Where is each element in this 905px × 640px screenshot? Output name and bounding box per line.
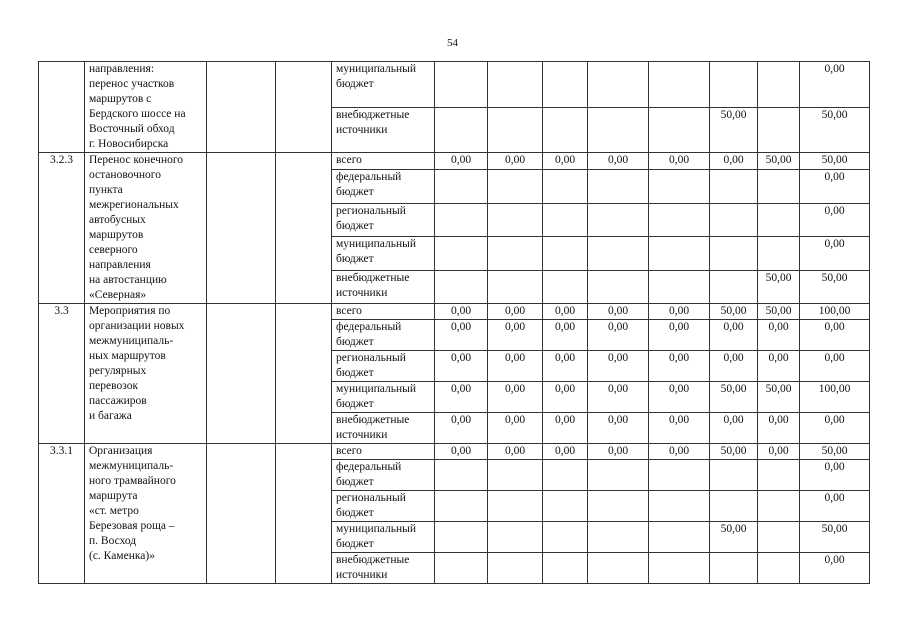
year-value xyxy=(588,460,649,491)
year-value xyxy=(588,170,649,203)
year-value xyxy=(543,553,588,584)
year-value: 0,00 xyxy=(649,382,710,413)
budget-table xyxy=(38,61,870,584)
year-value xyxy=(488,522,543,553)
total-value: 0,00 xyxy=(800,413,870,444)
year-value: 0,00 xyxy=(435,320,488,351)
year-value: 0,00 xyxy=(543,320,588,351)
year-value xyxy=(758,237,800,270)
year-value: 0,00 xyxy=(543,351,588,382)
year-value xyxy=(543,237,588,270)
year-value xyxy=(543,460,588,491)
year-value xyxy=(710,62,758,108)
year-value: 0,00 xyxy=(758,351,800,382)
year-value xyxy=(435,203,488,236)
year-value: 0,00 xyxy=(588,382,649,413)
year-value: 0,00 xyxy=(543,444,588,460)
table-row xyxy=(39,444,870,460)
item-name: Организация межмуниципаль- ного трамвайного маршрута «ст. метро Березовая роща – п. Восход (с. Каменка)» xyxy=(85,444,207,584)
term-cell xyxy=(276,304,332,444)
year-value: 0,00 xyxy=(543,413,588,444)
year-value xyxy=(435,237,488,270)
year-value: 0,00 xyxy=(435,382,488,413)
year-value: 0,00 xyxy=(435,413,488,444)
year-value xyxy=(543,491,588,522)
term-cell xyxy=(276,153,332,304)
year-value xyxy=(710,237,758,270)
year-value xyxy=(588,107,649,153)
year-value: 0,00 xyxy=(758,444,800,460)
year-value xyxy=(758,170,800,203)
executor-cell xyxy=(207,62,276,153)
year-value xyxy=(588,270,649,303)
executor-cell xyxy=(207,153,276,304)
year-value: 0,00 xyxy=(543,153,588,170)
year-value xyxy=(758,491,800,522)
year-value xyxy=(758,203,800,236)
year-value: 0,00 xyxy=(488,444,543,460)
year-value: 50,00 xyxy=(758,153,800,170)
year-value: 50,00 xyxy=(710,382,758,413)
year-value: 50,00 xyxy=(758,304,800,320)
funding-source: всего xyxy=(332,304,435,320)
year-value xyxy=(488,270,543,303)
year-value xyxy=(758,553,800,584)
year-value xyxy=(649,203,710,236)
year-value xyxy=(649,107,710,153)
year-value xyxy=(543,203,588,236)
year-value: 0,00 xyxy=(435,351,488,382)
year-value xyxy=(758,62,800,108)
year-value xyxy=(543,62,588,108)
table-row xyxy=(39,62,870,108)
year-value xyxy=(588,553,649,584)
year-value xyxy=(488,203,543,236)
funding-source: федеральный бюджет xyxy=(332,320,435,351)
year-value xyxy=(543,107,588,153)
year-value xyxy=(435,491,488,522)
year-value: 50,00 xyxy=(710,522,758,553)
page-number: 54 xyxy=(447,37,458,49)
year-value: 0,00 xyxy=(588,444,649,460)
year-value: 0,00 xyxy=(758,413,800,444)
year-value: 0,00 xyxy=(488,153,543,170)
item-name: направления: перенос участков маршрутов с Бердского шоссе на Восточный обход г. Новосибирска xyxy=(85,62,207,153)
total-value: 50,00 xyxy=(800,444,870,460)
year-value xyxy=(649,237,710,270)
year-value: 0,00 xyxy=(758,320,800,351)
year-value xyxy=(588,62,649,108)
year-value: 0,00 xyxy=(588,320,649,351)
total-value: 0,00 xyxy=(800,237,870,270)
funding-source: всего xyxy=(332,153,435,170)
funding-source: региональный бюджет xyxy=(332,491,435,522)
year-value xyxy=(435,270,488,303)
year-value xyxy=(758,522,800,553)
year-value xyxy=(435,170,488,203)
year-value: 0,00 xyxy=(588,351,649,382)
total-value: 50,00 xyxy=(800,522,870,553)
year-value xyxy=(488,491,543,522)
year-value: 0,00 xyxy=(488,351,543,382)
year-value xyxy=(588,203,649,236)
total-value: 0,00 xyxy=(800,351,870,382)
total-value: 50,00 xyxy=(800,153,870,170)
funding-source: муниципальный бюджет xyxy=(332,237,435,270)
year-value xyxy=(488,237,543,270)
year-value: 0,00 xyxy=(488,304,543,320)
year-value: 0,00 xyxy=(649,351,710,382)
year-value: 0,00 xyxy=(488,413,543,444)
total-value: 100,00 xyxy=(800,304,870,320)
year-value xyxy=(649,491,710,522)
funding-source: внебюджетные источники xyxy=(332,553,435,584)
total-value: 0,00 xyxy=(800,491,870,522)
year-value: 0,00 xyxy=(543,382,588,413)
year-value xyxy=(710,491,758,522)
item-name: Перенос конечного остановочного пункта межрегиональных автобусных маршрутов северного направления на автостанцию «Северная» xyxy=(85,153,207,304)
year-value: 0,00 xyxy=(543,304,588,320)
year-value: 50,00 xyxy=(758,382,800,413)
total-value: 0,00 xyxy=(800,320,870,351)
year-value: 0,00 xyxy=(710,351,758,382)
year-value xyxy=(488,553,543,584)
funding-source: муниципальный бюджет xyxy=(332,522,435,553)
total-value: 0,00 xyxy=(800,203,870,236)
year-value xyxy=(488,62,543,108)
year-value: 0,00 xyxy=(435,304,488,320)
year-value xyxy=(435,522,488,553)
year-value: 0,00 xyxy=(649,444,710,460)
funding-source: всего xyxy=(332,444,435,460)
item-code: 3.2.3 xyxy=(39,153,85,304)
total-value: 0,00 xyxy=(800,460,870,491)
year-value xyxy=(588,237,649,270)
year-value: 50,00 xyxy=(710,107,758,153)
year-value xyxy=(488,107,543,153)
funding-source: региональный бюджет xyxy=(332,203,435,236)
year-value: 0,00 xyxy=(710,153,758,170)
total-value: 50,00 xyxy=(800,270,870,303)
item-code xyxy=(39,62,85,153)
year-value xyxy=(588,491,649,522)
year-value xyxy=(435,460,488,491)
table-row xyxy=(39,304,870,320)
executor-cell xyxy=(207,444,276,584)
year-value xyxy=(649,522,710,553)
year-value: 0,00 xyxy=(588,153,649,170)
year-value: 0,00 xyxy=(649,153,710,170)
item-code: 3.3.1 xyxy=(39,444,85,584)
year-value xyxy=(543,170,588,203)
funding-source: федеральный бюджет xyxy=(332,170,435,203)
year-value: 0,00 xyxy=(435,153,488,170)
year-value xyxy=(649,62,710,108)
funding-source: муниципальный бюджет xyxy=(332,62,435,108)
executor-cell xyxy=(207,304,276,444)
year-value xyxy=(435,62,488,108)
year-value xyxy=(710,460,758,491)
year-value xyxy=(649,270,710,303)
total-value: 0,00 xyxy=(800,553,870,584)
year-value: 50,00 xyxy=(758,270,800,303)
year-value xyxy=(710,203,758,236)
total-value: 100,00 xyxy=(800,382,870,413)
year-value: 0,00 xyxy=(588,304,649,320)
funding-source: федеральный бюджет xyxy=(332,460,435,491)
table-row xyxy=(39,153,870,170)
year-value: 0,00 xyxy=(435,444,488,460)
year-value: 0,00 xyxy=(649,413,710,444)
year-value: 50,00 xyxy=(710,304,758,320)
year-value xyxy=(710,553,758,584)
funding-source: внебюджетные источники xyxy=(332,270,435,303)
year-value xyxy=(649,553,710,584)
funding-source: муниципальный бюджет xyxy=(332,382,435,413)
year-value xyxy=(710,270,758,303)
year-value xyxy=(758,107,800,153)
term-cell xyxy=(276,444,332,584)
year-value xyxy=(543,270,588,303)
total-value: 0,00 xyxy=(800,62,870,108)
total-value: 50,00 xyxy=(800,107,870,153)
item-code: 3.3 xyxy=(39,304,85,444)
year-value: 0,00 xyxy=(488,382,543,413)
year-value xyxy=(488,170,543,203)
year-value xyxy=(435,553,488,584)
year-value: 50,00 xyxy=(710,444,758,460)
year-value: 0,00 xyxy=(710,413,758,444)
item-name: Мероприятия по организации новых межмуниципаль- ных маршрутов регулярных перевозок пассажиров и багажа xyxy=(85,304,207,444)
year-value xyxy=(649,460,710,491)
year-value xyxy=(758,460,800,491)
year-value xyxy=(435,107,488,153)
year-value: 0,00 xyxy=(649,320,710,351)
year-value: 0,00 xyxy=(649,304,710,320)
funding-source: региональный бюджет xyxy=(332,351,435,382)
year-value xyxy=(588,522,649,553)
funding-source: внебюджетные источники xyxy=(332,413,435,444)
total-value: 0,00 xyxy=(800,170,870,203)
year-value xyxy=(710,170,758,203)
year-value: 0,00 xyxy=(710,320,758,351)
year-value xyxy=(488,460,543,491)
funding-source: внебюджетные источники xyxy=(332,107,435,153)
term-cell xyxy=(276,62,332,153)
year-value: 0,00 xyxy=(488,320,543,351)
year-value xyxy=(649,170,710,203)
year-value xyxy=(543,522,588,553)
year-value: 0,00 xyxy=(588,413,649,444)
